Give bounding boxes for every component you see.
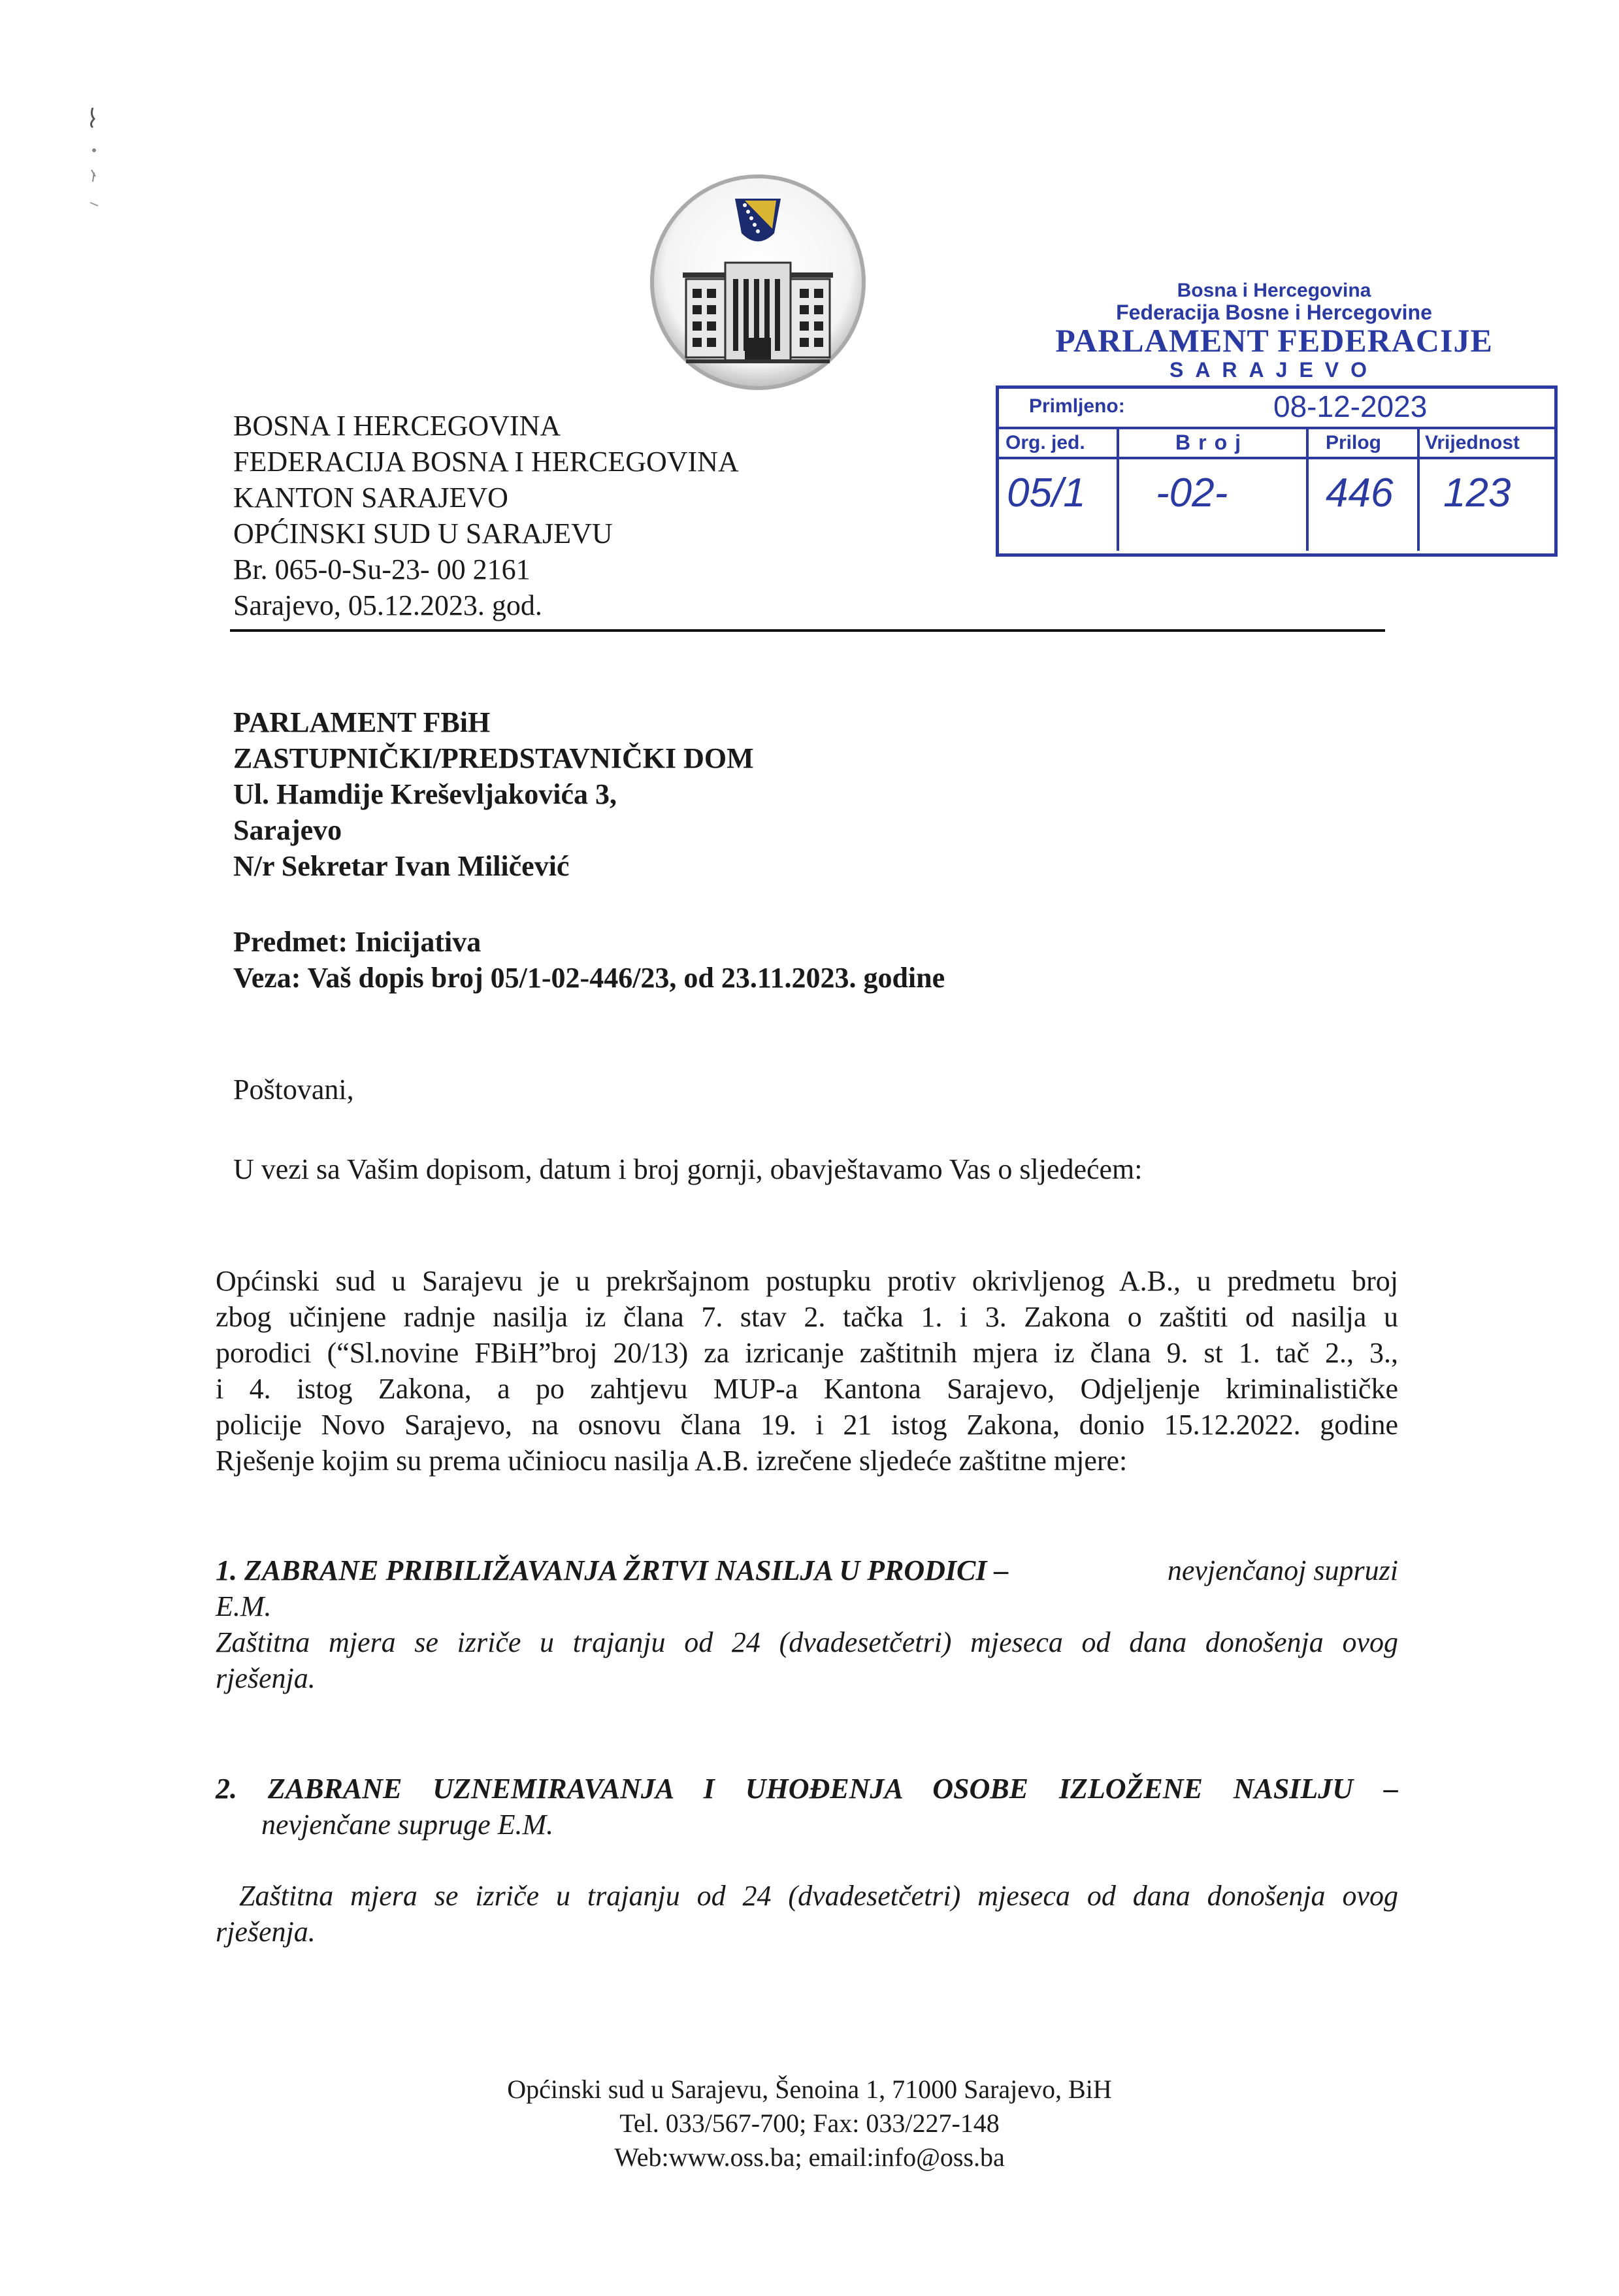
court-seal-icon [647, 171, 869, 406]
measure-2-duration: Zaštitna mjera se izriče u trajanju od 24 (dvadesetčetri) mjeseca od dana donošenja ovog [239, 1880, 1398, 1912]
stamp-col-divider [1417, 427, 1420, 551]
stamp-received-label: Primljeno: [1029, 395, 1125, 417]
stamp-line-country: Bosna i Hercegovina [1177, 280, 1371, 301]
header-divider [230, 629, 1385, 632]
stamp-row-divider [999, 457, 1554, 459]
stamp-val-broj: -02- [1156, 470, 1228, 516]
court-header [233, 408, 739, 623]
main-paragraph-line: i 4. istog Zakona, a po zahtjevu MUP-a Kantona Sarajevo, Odjeljenje kriminalističke [216, 1373, 1398, 1405]
stamp-row-divider [999, 427, 1554, 429]
stamp-col-prilog: Prilog [1326, 432, 1382, 453]
main-paragraph [216, 1263, 1398, 1479]
header-canton: KANTON SARAJEVO [233, 482, 508, 514]
measure-2 [216, 1771, 1398, 1950]
footer-web: Web:www.oss.ba; email:info@oss.ba [614, 2142, 1005, 2172]
main-paragraph-line: Rješenje kojim su prema učiniocu nasilja A.B. izrečene sljedeće zaštitne mjere: [216, 1445, 1128, 1477]
main-paragraph-line: Općinski sud u Sarajevu je u prekršajnom postupku protiv okrivljenog A.B., u predmetu broj [216, 1265, 1398, 1297]
stamp-col-divider [1117, 427, 1119, 551]
stamp-received-date: 08-12-2023 [1273, 389, 1428, 423]
recipient-line: N/r Sekretar Ivan Miličević [233, 850, 570, 882]
recipient-block [233, 704, 754, 884]
subject-block [233, 924, 945, 996]
footer-phone: Tel. 033/567-700; Fax: 033/227-148 [619, 2108, 1000, 2138]
stamp-col-org: Org. jed. [1006, 432, 1085, 453]
stamp-line-city: SARAJEVO [1169, 358, 1379, 382]
margin-mark-icon [85, 105, 105, 216]
header-federation: FEDERACIJA BOSNA I HERCEGOVINA [233, 446, 739, 478]
stamp-val-vrijednost: 123 [1443, 470, 1511, 516]
stamp-col-broj: Broj [1175, 431, 1249, 454]
header-case-number: Br. 065-0-Su-23- 00 2161 [233, 553, 531, 585]
recipient-line: Sarajevo [233, 814, 342, 846]
recipient-line: Ul. Hamdije Kreševljakovića 3, [233, 778, 617, 810]
measure-1-target-initials: E.M. [216, 1590, 272, 1622]
header-date: Sarajevo, 05.12.2023. god. [233, 589, 542, 621]
main-paragraph-line: zbog učinjene radnje nasilja iz člana 7. stav 2. tačka 1. i 3. Zakona o zaštiti od nasilja u [216, 1301, 1398, 1333]
subject-predmet: Predmet: Inicijativa [233, 926, 482, 958]
measure-2-duration-end: rješenja. [216, 1916, 316, 1948]
stamp-table [996, 385, 1558, 557]
main-paragraph-line: policije Novo Sarajevo, na osnovu člana 19. i 21 istog Zakona, donio 15.12.2022. godine [216, 1409, 1398, 1441]
stamp-line-federation: Federacija Bosne i Hercegovine [1116, 301, 1432, 324]
page-footer [0, 2073, 1619, 2174]
stamp-val-prilog: 446 [1326, 470, 1394, 516]
header-country: BOSNA I HERCEGOVINA [233, 410, 561, 442]
stamp-val-org: 05/1 [1007, 470, 1086, 516]
measure-2-target: nevjenčane supruge E.M. [261, 1809, 554, 1841]
measure-1-title: 1. ZABRANE PRIBILIŽAVANJA ŽRTVI NASILJA U PRODICI – [216, 1554, 1009, 1586]
measure-1-duration: Zaštitna mjera se izriče u trajanju od 24 (dvadesetčetri) mjeseca od dana donošenja ovog [216, 1626, 1398, 1658]
greeting: Poštovani, [233, 1074, 354, 1106]
footer-address: Općinski sud u Sarajevu, Šenoina 1, 71000 Sarajevo, BiH [507, 2075, 1112, 2104]
recipient-line: PARLAMENT FBiH [233, 706, 491, 738]
header-court: OPĆINSKI SUD U SARAJEVU [233, 517, 613, 549]
recipient-line: ZASTUPNIČKI/PREDSTAVNIČKI DOM [233, 742, 754, 774]
measure-1-target: nevjenčanoj supruzi [1167, 1554, 1398, 1586]
stamp-col-vrijednost: Vrijednost [1425, 432, 1520, 453]
subject-veza: Veza: Vaš dopis broj 05/1-02-446/23, od 23.11.2023. godine [233, 962, 945, 994]
stamp-line-parliament: PARLAMENT FEDERACIJE [1055, 322, 1493, 359]
measure-1-duration-end: rješenja. [216, 1662, 316, 1694]
intro-paragraph: U vezi sa Vašim dopisom, datum i broj gornji, obavještavamo Vas o sljedećem: [233, 1153, 1143, 1185]
received-stamp [987, 274, 1562, 562]
measure-1 [216, 1552, 1398, 1696]
main-paragraph-line: porodici (“Sl.novine FBiH”broj 20/13) za izricanje zaštitnih mjera iz člana 9. st 1. tač 2., 3., [216, 1337, 1398, 1369]
stamp-col-divider [1306, 427, 1309, 551]
measure-2-title: 2. ZABRANE UZNEMIRAVANJA I UHOĐENJA OSOBE IZLOŽENE NASILJU – [216, 1773, 1398, 1805]
